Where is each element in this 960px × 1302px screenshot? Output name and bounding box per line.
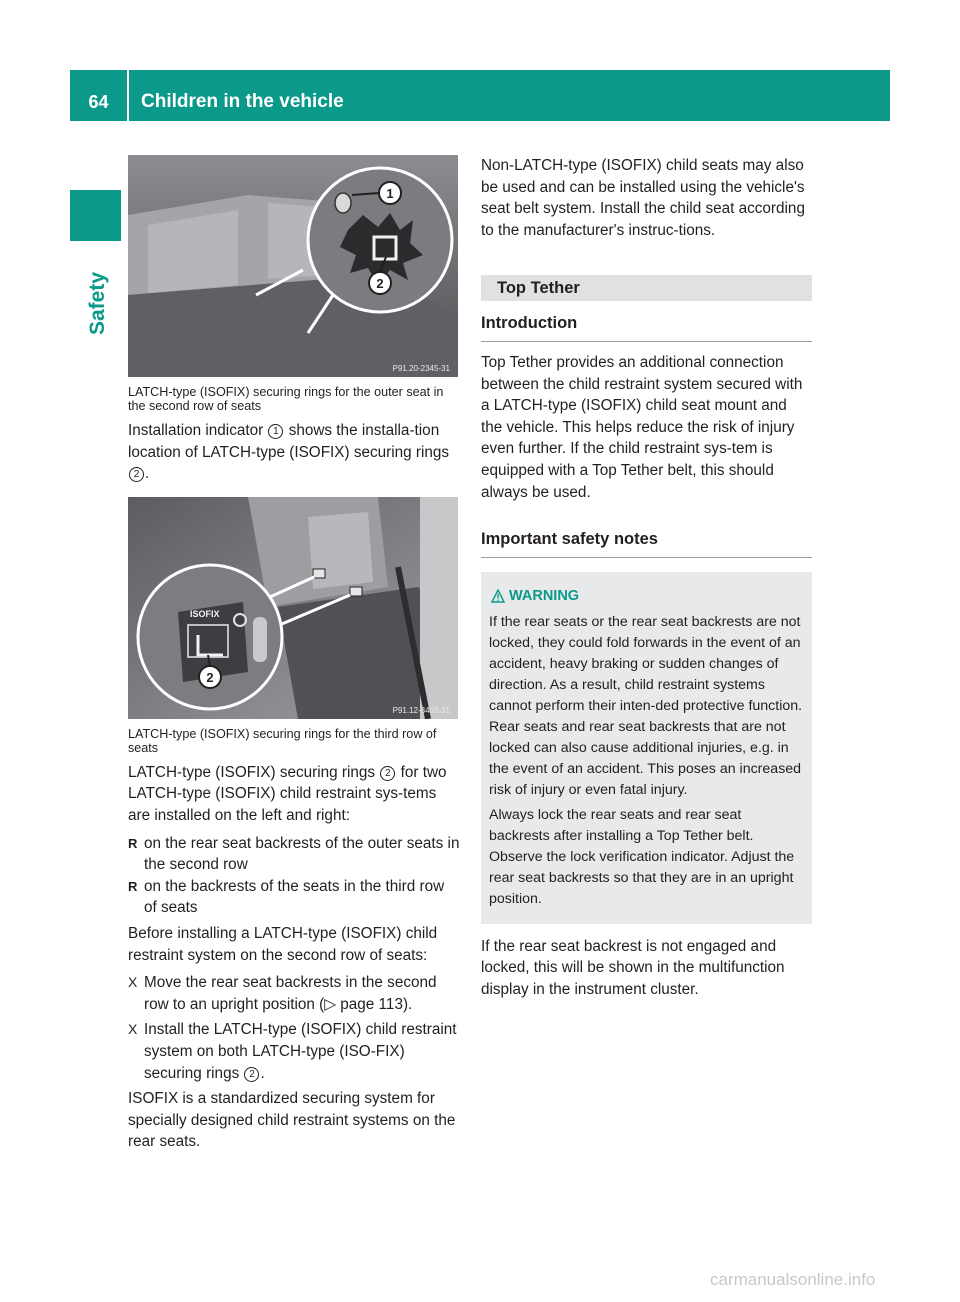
paragraph: Top Tether provides an additional connection between the child restraint system secured with a LATCH-type (ISOFIX) child seat mount and the vehicle. This helps reduce the risk of injury even further. If the child restraint sys-tem is equipped with a Top Tether belt, this should always be used. (481, 353, 803, 501)
warning-text: If the rear seats or the rear seat backrests are not locked, they could fold forwards in the event of an accident, heavy braking or sudden changes of direction. As a result, child restraint systems cannot perform their inten-ded protective function. Rear seats and rear seat backrests that are not locked can also cause additional injuries, e.g. in the event of an accident. This poses an increased risk of injury or even fatal injury. (489, 613, 803, 798)
paragraph: LATCH-type (ISOFIX) securing rings 2 for two LATCH-type (ISOFIX) child restraint sys-tems are installed on the left and right: (128, 763, 447, 824)
callout-2: 2 (206, 669, 214, 685)
callout-number: 2 (380, 766, 395, 781)
chapter-title: Children in the vehicle (141, 91, 344, 112)
figure-code: P91.12-3403-31 (392, 705, 450, 715)
step-marker: X (128, 974, 138, 991)
warning-box (481, 572, 812, 924)
bullet-marker: R (128, 835, 138, 851)
callout-number: 1 (268, 424, 283, 439)
bullet-item: R on the rear seat backrests of the outer seats in the second row (128, 834, 460, 874)
instruction-step: X Move the rear seat backrests in the second row to an upright position (▷ page 113). (128, 974, 437, 1013)
section-band-top-tether: Top Tether (481, 275, 812, 301)
figure-outer-seat-isofix (128, 155, 458, 377)
isofix-label: ISOFIX (190, 608, 220, 619)
paragraph: Before installing a LATCH-type (ISOFIX) child restraint system on the second row of seats: (128, 924, 438, 964)
header-separator (127, 70, 129, 121)
warning-triangle-icon (491, 589, 505, 603)
section-label: Safety (86, 271, 109, 335)
page-reference[interactable]: ▷ page 113 (324, 995, 403, 1013)
instruction-step: X Install the LATCH-type (ISOFIX) child restraint system on both LATCH-type (ISO-FIX) securing rings 2 . (128, 1021, 457, 1082)
right-column (481, 155, 812, 1007)
paragraph: Non-LATCH-type (ISOFIX) child seats may also be used and can be installed using the vehicle's seat belt system. Install the child seat according to the manufacturer's instruc-tions. (481, 157, 805, 239)
left-column (128, 155, 460, 1159)
callout-number: 2 (129, 467, 144, 482)
bullet-item: R on the backrests of the seats in the third row of seats (128, 877, 445, 917)
page-header (70, 70, 890, 121)
warning-text: Always lock the rear seats and rear seat backrests after installing a Top Tether belt. Observe the lock verification indicator. Adjust the rear seat backrests so that they are in an upright position. (489, 806, 795, 907)
callout-number: 2 (244, 1067, 259, 1082)
paragraph: Installation indicator 1 shows the installa-tion location of LATCH-type (ISOFIX) securing rings 2 . (128, 422, 450, 483)
figure-caption: LATCH-type (ISOFIX) securing rings for the outer seat in the second row of seats (128, 385, 444, 413)
heading-introduction: Introduction (481, 301, 812, 342)
paragraph: If the rear seat backrest is not engaged and locked, this will be shown in the multifunction display in the instrument cluster. (481, 937, 785, 998)
callout-1: 1 (386, 186, 394, 201)
figure-third-row-isofix (128, 497, 458, 719)
warning-title: WARNING (489, 586, 804, 607)
heading-safety-notes: Important safety notes (481, 517, 812, 558)
section-tab-marker (70, 190, 121, 241)
figure-caption: LATCH-type (ISOFIX) securing rings for the third row of seats (128, 726, 437, 755)
callout-2: 2 (376, 276, 384, 291)
paragraph: ISOFIX is a standardized securing system for specially designed child restraint systems on the rear seats. (128, 1090, 456, 1151)
page-number: 64 (88, 92, 109, 112)
bullet-marker: R (128, 878, 138, 894)
step-marker: X (128, 1021, 138, 1038)
figure-code: P91.20-2345-31 (392, 364, 450, 373)
watermark: carmanualsonline.info (710, 1270, 876, 1289)
